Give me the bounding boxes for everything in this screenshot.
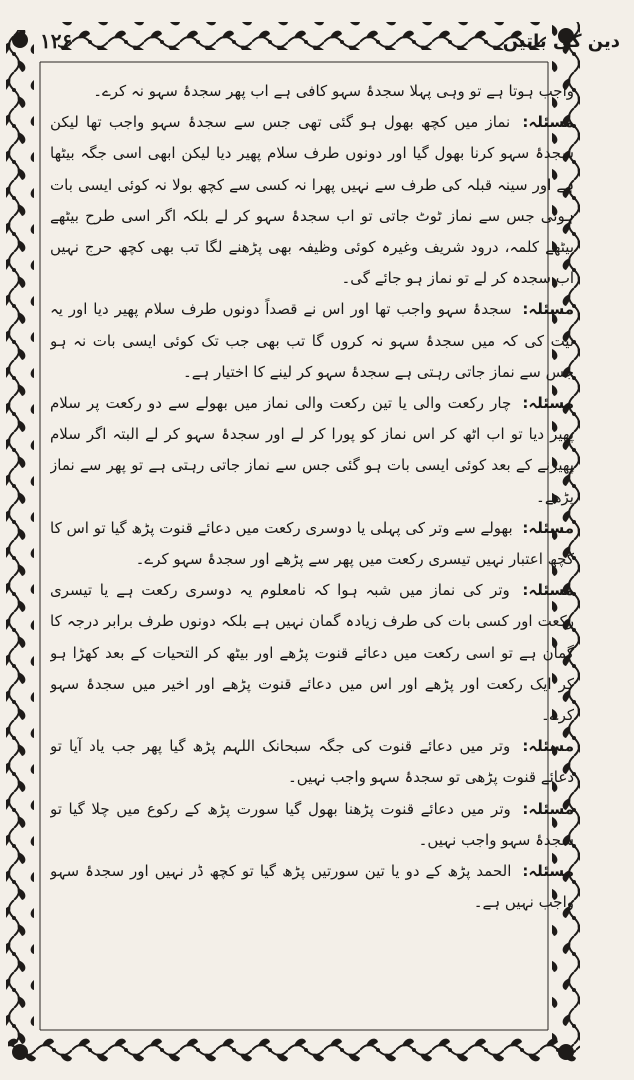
paragraph-text: وتر کی نماز میں شبہ ہوا کہ نامعلوم یہ دوسری رکعت ہے یا تیسری رکعت اور کسی بات کی طرف زیادہ گمان نہیں ہے بلکہ دونوں طرف برابر درجہ کا گمان ہے تو اسی رکعت میں دعائے قنوت پڑھے اور بیٹھ کر التحیات کے بعد کھڑا ہو کر ایک رکعت اور پڑھے اور اس میں دعائے قنوت پڑھے اور اخیر میں سجدۂ سہو کرے۔ xyxy=(50,581,574,725)
paragraph-text: وتر میں دعائے قنوت کی جگہ سبحانک اللہم پڑھ گیا پھر جب یاد آیا تو دعائے قنوت پڑھی تو سجدۂ سہو واجب نہیں۔ xyxy=(50,737,574,787)
masala-paragraph xyxy=(50,388,574,513)
paragraph-text: الحمد پڑھ کے دو یا تین سورتیں پڑھ گیا تو کچھ ڈر نہیں اور سجدۂ سہو واجب نہیں ہے۔ xyxy=(50,862,574,912)
paragraph-text: سجدۂ سہو واجب تھا اور اس نے قصداً دونوں طرف سلام پھیر دیا اور یہ نیت کی کہ میں سجدۂ سہو نہ کروں گا تب بھی جب تک کوئی ایسی بات نہ ہو جس سے نماز جاتی رہتی ہے سجدۂ سہو کر لینے کا اختیار ہے۔ xyxy=(50,300,574,381)
running-title: دین کی باتیں xyxy=(502,30,620,52)
masala-paragraph xyxy=(50,107,574,294)
paragraph-text: چار رکعت والی یا تین رکعت والی نماز میں بھولے سے دو رکعت پر سلام پھیر دیا تو اب اٹھ کر اس نماز کو پورا کر لے اور سجدۂ سہو کر لے البتہ اگر سلام پھیرنے کے بعد کوئی ایسی بات ہو گئی جس سے نماز جاتی رہتی ہے تو پھر سے نماز پڑھے۔ xyxy=(50,394,574,506)
page-number: ۱۲۶ xyxy=(40,29,73,53)
paragraph-continuation xyxy=(50,76,574,107)
paragraph-text: واجب ہوتا ہے تو وہی پہلا سجدۂ سہو کافی ہے اب پھر سجدۂ سہو نہ کرے۔ xyxy=(93,82,574,100)
paragraph-text: نماز میں کچھ بھول ہو گئی تھی جس سے سجدۂ سہو واجب تھا لیکن سجدۂ سہو کرنا بھول گیا اور دونوں طرف سلام پھیر دیا لیکن ابھی اسی جگہ بیٹھا ہے اور سینہ قبلہ کی طرف سے نہیں پھرا نہ کسی سے کچھ بولا نہ کوئی ایسی بات ہوئی جس سے نماز ٹوٹ جاتی تو اب سجدۂ سہو کر لے بلکہ اگر اسی طرح بیٹھے بیٹھے کلمہ، درود شریف وغیرہ کوئی وظیفہ بھی پڑھنے لگا تب بھی کچھ حرج نہیں اب سجدہ کر لے تو نماز ہو جائے گی۔ xyxy=(50,113,574,288)
masala-label: مسئلہ: xyxy=(522,113,574,132)
masala-paragraph xyxy=(50,294,574,388)
masala-label: مسئلہ: xyxy=(522,394,574,413)
masala-paragraph xyxy=(50,856,574,918)
masala-label: مسئلہ: xyxy=(522,581,574,600)
masala-label: مسئلہ: xyxy=(522,737,574,756)
masala-label: مسئلہ: xyxy=(522,799,574,818)
paragraph-text: وتر میں دعائے قنوت پڑھنا بھول گیا سورت پڑھ کے رکوع میں چلا گیا تو سجدۂ سہو واجب نہیں۔ xyxy=(50,799,574,849)
page-header xyxy=(40,26,622,56)
page-body xyxy=(50,76,574,1016)
masala-paragraph xyxy=(50,575,574,731)
masala-label: مسئلہ: xyxy=(522,300,574,319)
masala-paragraph xyxy=(50,731,574,793)
masala-paragraph xyxy=(50,794,574,856)
masala-label: مسئلہ: xyxy=(522,862,574,881)
paragraph-text: بھولے سے وتر کی پہلی یا دوسری رکعت میں دعائے قنوت پڑھ گیا تو اس کا کچھ اعتبار نہیں تیسری رکعت میں پھر سے پڑھے اور سجدۂ سہو کرے۔ xyxy=(50,518,574,569)
masala-label: مسئلہ: xyxy=(522,518,574,537)
masala-paragraph xyxy=(50,513,574,575)
